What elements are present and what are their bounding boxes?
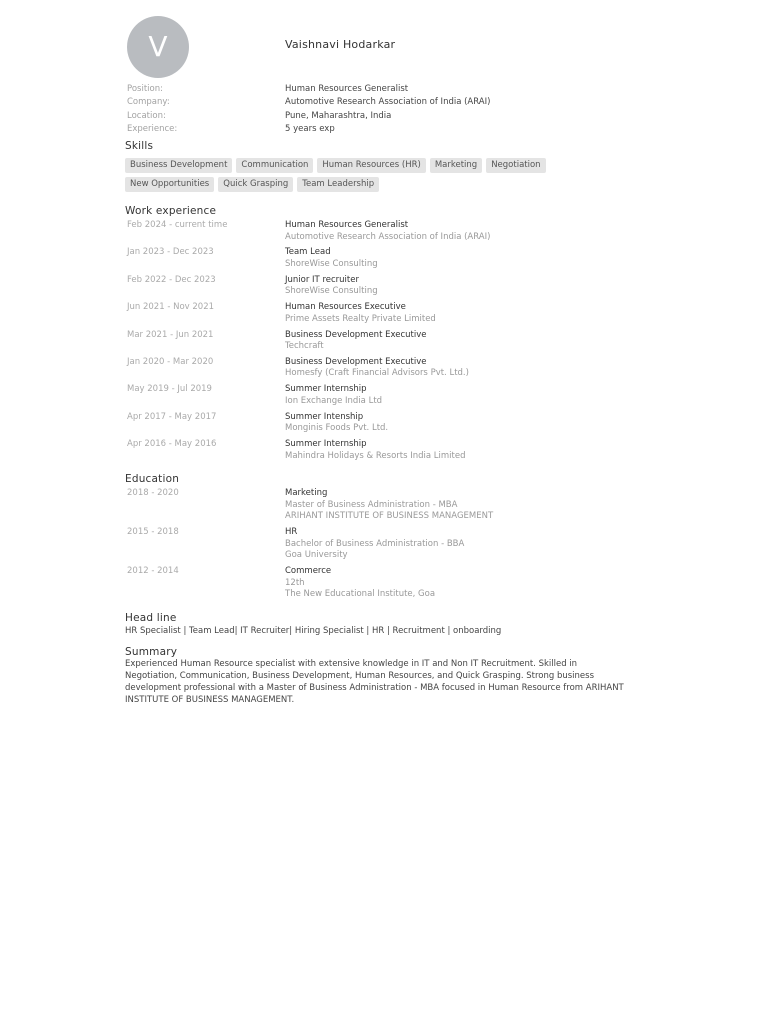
work-company: Automotive Research Association of India (ARAI)	[285, 231, 491, 242]
education-field: Marketing	[285, 488, 328, 498]
skill-chip: Team Leadership	[297, 177, 379, 192]
work-role: Summer Internship	[285, 384, 367, 395]
work-company: ShoreWise Consulting	[285, 258, 378, 269]
work-company: Ion Exchange India Ltd	[285, 395, 383, 406]
work-item	[127, 220, 627, 247]
education-degree: Bachelor of Business Administration - BBA	[285, 538, 465, 549]
work-item	[127, 384, 627, 411]
work-item	[127, 247, 627, 274]
skill-chip: Marketing	[430, 158, 482, 173]
info-label: Position:	[127, 84, 163, 94]
info-value: Human Resources Generalist	[285, 84, 409, 94]
work-role: Human Resources Generalist	[285, 220, 409, 230]
work-item	[127, 357, 627, 384]
work-dates: Apr 2017 - May 2017	[127, 411, 217, 422]
summary-text: Experienced Human Resource specialist with extensive knowledge in IT and Non IT Recruitment. Skilled in Negotiation, Communication, Business Development, Human Resources, and Quick Grasping. Strong business development professional with a Master of Business Administration - MBA focused in Human Resource from ARIHANT INSTITUTE OF BUSINESS MANAGEMENT.	[125, 659, 624, 705]
education-school: ARIHANT INSTITUTE OF BUSINESS MANAGEMENT	[285, 511, 494, 521]
education-field: Commerce	[285, 566, 332, 576]
education-list	[127, 488, 627, 605]
work-company: Mahindra Holidays & Resorts India Limited	[285, 450, 466, 461]
work-company: ShoreWise Consulting	[285, 286, 378, 297]
work-company: Monginis Foods Pvt. Ltd.	[285, 423, 389, 434]
education-item	[127, 566, 627, 605]
work-role: Human Resources Executive	[285, 302, 406, 313]
education-school: Goa University	[285, 550, 348, 560]
info-label: Company:	[127, 97, 170, 108]
education-item	[127, 527, 627, 566]
avatar: V	[127, 16, 189, 78]
skill-chip: Business Development	[125, 158, 232, 173]
work-role: Team Lead	[285, 247, 331, 258]
skill-chip: Human Resources (HR)	[317, 158, 425, 173]
education-school: The New Educational Institute, Goa	[285, 589, 436, 599]
info-row-experience	[127, 123, 627, 136]
work-role: Business Development Executive	[285, 329, 427, 340]
education-dates: 2018 - 2020	[127, 488, 179, 498]
work-item	[127, 412, 627, 439]
work-company: Techcraft	[285, 341, 324, 352]
work-company: Homesfy (Craft Financial Advisors Pvt. Ltd.)	[285, 368, 469, 379]
info-value: 5 years exp	[285, 123, 335, 134]
work-role: Junior IT recruiter	[285, 274, 359, 285]
education-title: Education	[125, 473, 180, 485]
skill-chip: Communication	[236, 158, 313, 173]
work-item	[127, 439, 627, 466]
info-value: Automotive Research Association of India (ARAI)	[285, 97, 491, 108]
work-dates: Jun 2021 - Nov 2021	[127, 302, 215, 313]
profile-name: Vaishnavi Hodarkar	[285, 38, 396, 51]
work-item	[127, 330, 627, 357]
info-row-location	[127, 110, 627, 123]
work-experience-title: Work experience	[125, 205, 217, 217]
work-dates: Apr 2016 - May 2016	[127, 439, 217, 450]
work-dates: Jan 2023 - Dec 2023	[127, 247, 214, 258]
education-item	[127, 488, 627, 527]
skills-title: Skills	[125, 140, 154, 152]
work-item	[127, 302, 627, 329]
work-experience-list	[127, 220, 627, 467]
work-dates: Feb 2024 - current time	[127, 220, 228, 230]
work-role: Business Development Executive	[285, 356, 427, 367]
work-company: Prime Assets Realty Private Limited	[285, 313, 436, 324]
work-dates: Mar 2021 - Jun 2021	[127, 329, 214, 340]
education-degree: 12th	[285, 577, 305, 588]
info-label: Experience:	[127, 123, 178, 134]
work-dates: May 2019 - Jul 2019	[127, 384, 212, 395]
info-row-position	[127, 83, 627, 96]
skills-list	[125, 158, 605, 196]
info-row-company	[127, 96, 627, 109]
work-dates: Feb 2022 - Dec 2023	[127, 274, 216, 285]
work-item	[127, 275, 627, 302]
skill-chip: Quick Grasping	[218, 177, 293, 192]
education-degree: Master of Business Administration - MBA	[285, 499, 458, 510]
skill-chip: Negotiation	[486, 158, 545, 173]
skill-chip: New Opportunities	[125, 177, 214, 192]
education-field: HR	[285, 527, 298, 537]
work-dates: Jan 2020 - Mar 2020	[127, 356, 214, 367]
work-role: Summer Intenship	[285, 411, 364, 422]
headline-text: HR Specialist | Team Lead| IT Recruiter| Hiring Specialist | HR | Recruitment | onboarding	[125, 626, 502, 636]
info-label: Location:	[127, 110, 166, 121]
headline-title: Head line	[125, 612, 177, 624]
info-value: Pune, Maharashtra, India	[285, 110, 392, 121]
summary-title: Summary	[125, 646, 178, 658]
work-role: Summer Internship	[285, 439, 367, 450]
profile-info	[127, 83, 627, 136]
education-dates: 2015 - 2018	[127, 527, 179, 537]
education-dates: 2012 - 2014	[127, 566, 179, 576]
